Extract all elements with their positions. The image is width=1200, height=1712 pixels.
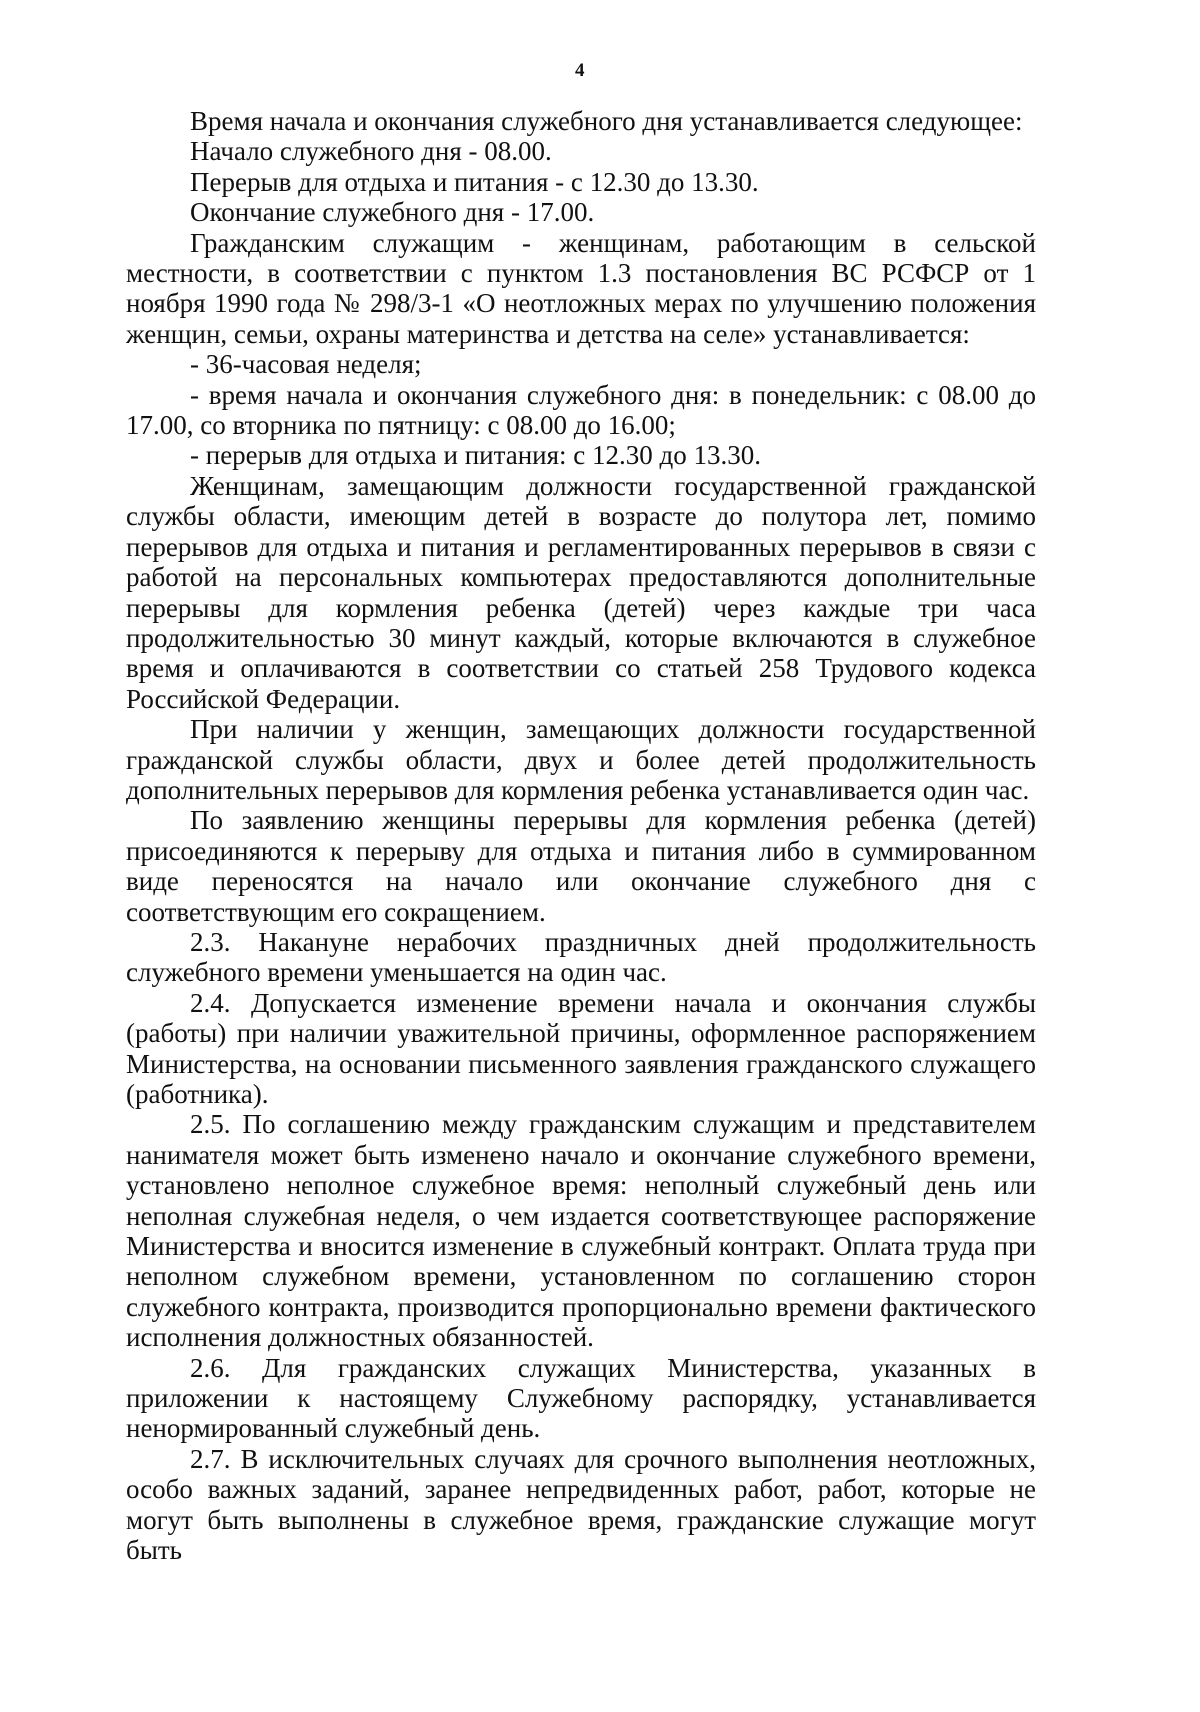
clause-2-6: 2.6. Для гражданских служащих Министерства, указанных в приложении к настоящему Служебному распорядку, устанавливается ненормированный служебный день. [126, 1352, 1036, 1444]
paragraph-workday-schedule-intro: Время начала и окончания служебного дня устанавливается следующее: [190, 106, 1023, 136]
clause-2-4: 2.4. Допускается изменение времени начала и окончания службы (работы) при наличии уважительной причины, оформленное распоряжением Министерства, на основании письменного заявления гражданского служащего (работника). [126, 987, 1036, 1109]
paragraph-36-hour-week: - 36-часовая неделя; [190, 349, 422, 380]
document-body [126, 106, 1036, 1566]
paragraph-two-children: При наличии у женщин, замещающих должности государственной гражданской службы области, двух и более детей продолжительность дополнительных перерывов для кормления ребенка устанавливается один час. [126, 714, 1036, 805]
paragraph-feeding-breaks: Женщинам, замещающим должности государственной гражданской службы области, имеющим детей в возрасте до полутора лет, помимо перерывов для отдыха и питания и регламентированных перерывов в связи с работой на персональных компьютерах предоставляются дополнительные перерывы для кормления ребенка (детей) через каждые три часа продолжительностью 30 минут каждый, которые включаются в служебное время и оплачиваются в соответствии со статьей 258 Трудового кодекса Российской Федерации. [126, 470, 1036, 714]
clause-2-5: 2.5. По соглашению между гражданским служащим и представителем нанимателя может быть изменено начало и окончание служебного времени, установлено неполное служебное время: неполный служебный день или неполная служебная неделя, о чем издается соответствующее распоряжение Министерства и вносится изменение в служебный контракт. Оплата труда при неполном служебном времени, установленном по соглашению сторон служебного контракта, производится пропорционально времени фактического исполнения должностных обязанностей. [126, 1109, 1036, 1353]
page-number: 4 [575, 60, 585, 81]
clause-2-7: 2.7. В исключительных случаях для срочного выполнения неотложных, особо важных заданий, заранее непредвиденных работ, работ, которые не могут быть выполнены в служебное время, гражданские служащие могут быть [126, 1443, 1036, 1566]
paragraph-break-transfer: По заявлению женщины перерывы для кормления ребенка (детей) присоединяются к перерыву для отдыха и питания либо в суммированном виде переносятся на начало или окончание служебного дня с соответствующим его сокращением. [126, 805, 1036, 927]
clause-2-3: 2.3. Накануне нерабочих праздничных дней продолжительность служебного времени уменьшается на один час. [126, 926, 1036, 988]
paragraph-rural-hours: - время начала и окончания служебного дня: в понедельник: с 08.00 до 17.00, со вторника по пятницу: с 08.00 до 16.00; [126, 379, 1036, 441]
paragraph-workday-end: Окончание служебного дня - 17.00. [190, 197, 595, 228]
paragraph-rural-break: - перерыв для отдыха и питания: с 12.30 до 13.30. [190, 440, 762, 471]
paragraph-workday-start: Начало служебного дня - 08.00. [190, 136, 552, 167]
paragraph-lunch-break: Перерыв для отдыха и питания - с 12.30 до 13.30. [190, 166, 759, 197]
paragraph-rural-women: Гражданским служащим - женщинам, работающим в сельской местности, в соответствии с пунктом 1.3 постановления ВС РСФСР от 1 ноября 1990 года № 298/3-1 «О неотложных мерах по улучшению положения женщин, семьи, охраны материнства и детства на селе» устанавливается: [126, 227, 1036, 349]
